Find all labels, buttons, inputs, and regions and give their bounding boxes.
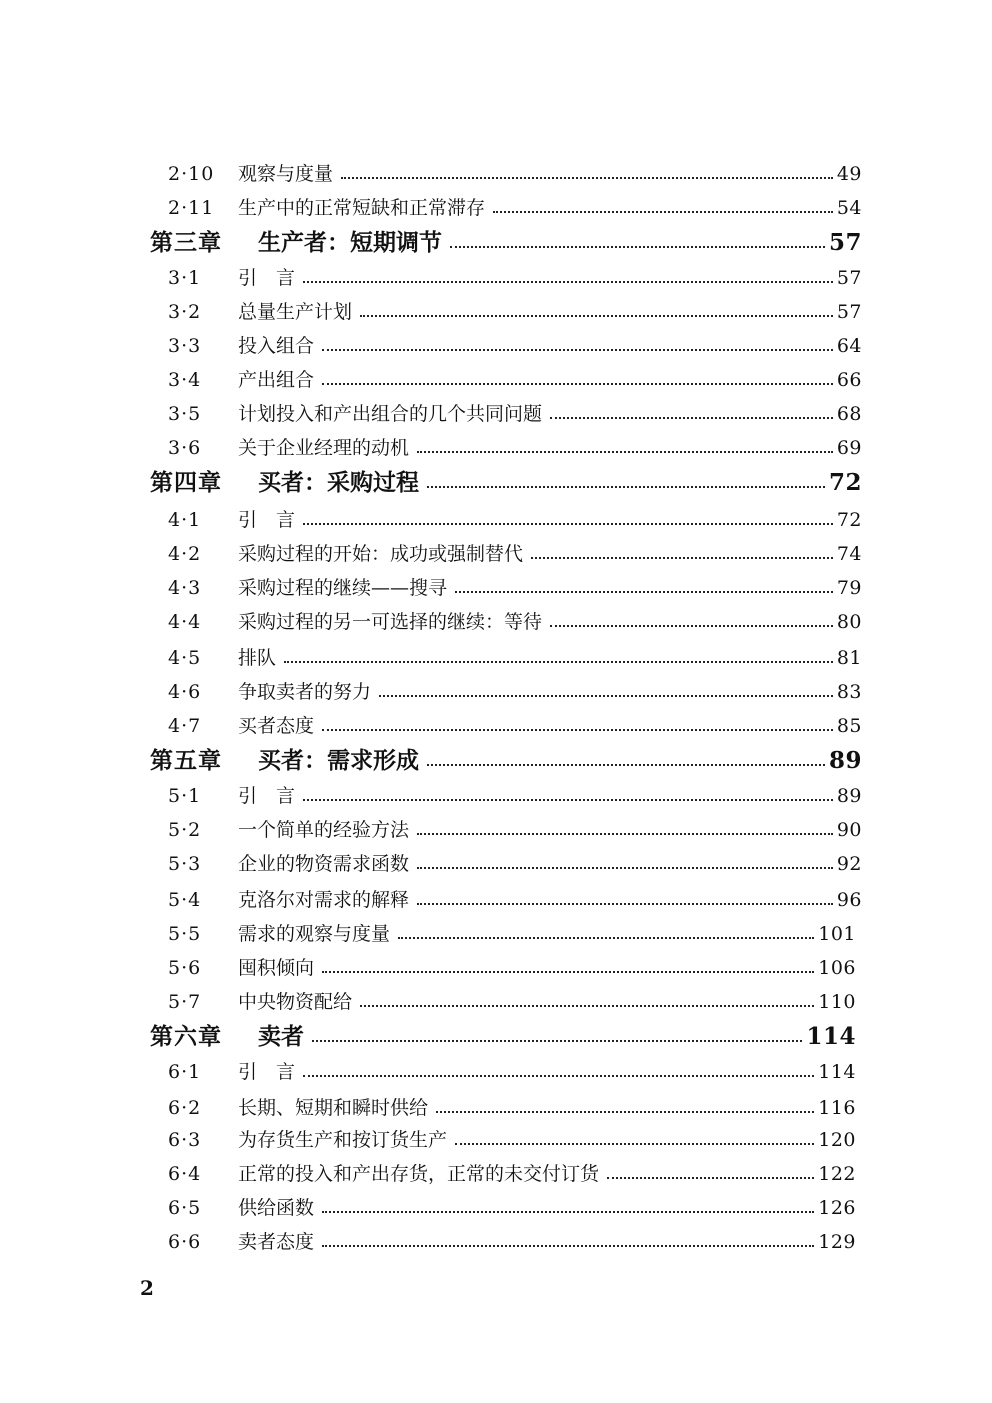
section-title: 囤积倾向: [238, 957, 315, 979]
section-title: 采购过程的另一可选择的继续：等待: [238, 611, 543, 633]
section-number: 3·2: [168, 301, 202, 323]
page-ref: 116: [818, 1097, 856, 1119]
section-entry: [168, 261, 862, 295]
chapter-entry: [150, 465, 862, 501]
page-ref: 101: [818, 923, 856, 945]
dot-leader: [322, 349, 833, 351]
section-entry: [168, 537, 862, 571]
page-ref: 114: [818, 1061, 856, 1083]
dot-leader: [360, 315, 833, 317]
page-ref: 126: [818, 1197, 856, 1219]
section-title: 买者态度: [238, 715, 315, 737]
page-ref: 64: [836, 335, 862, 357]
section-number: 4·5: [168, 647, 202, 669]
section-number: 5·7: [168, 991, 202, 1013]
section-title: 一个简单的经验方法: [238, 819, 410, 841]
chapter-title: 买者：需求形成: [258, 747, 419, 774]
section-entry: [168, 571, 862, 605]
section-title: 企业的物资需求函数: [238, 853, 410, 875]
page-number: 2: [140, 1276, 154, 1300]
dot-leader: [427, 486, 825, 488]
section-title: 卖者态度: [238, 1231, 315, 1253]
dot-leader: [312, 1040, 802, 1042]
chapter-title: 买者：采购过程: [258, 469, 419, 496]
section-number: 5·1: [168, 785, 202, 807]
section-entry: [168, 675, 862, 709]
section-entry: [168, 397, 862, 431]
chapter-entry: [150, 743, 862, 779]
section-number: 4·2: [168, 543, 202, 565]
page-ref: 120: [818, 1129, 856, 1151]
section-entry: [168, 641, 862, 675]
page-ref: 66: [836, 369, 862, 391]
chapter-title: 生产者：短期调节: [258, 229, 442, 256]
page-ref: 49: [836, 163, 862, 185]
section-number: 6·5: [168, 1197, 202, 1219]
section-number: 6·1: [168, 1061, 202, 1083]
dot-leader: [322, 383, 833, 385]
section-entry: [168, 985, 856, 1019]
page-ref: 89: [828, 747, 862, 774]
page-ref: 68: [836, 403, 862, 425]
page-ref: 57: [836, 301, 862, 323]
dot-leader: [455, 1143, 814, 1145]
dot-leader: [531, 557, 833, 559]
page-ref: 85: [836, 715, 862, 737]
section-entry: [168, 1191, 856, 1225]
section-number: 3·1: [168, 267, 202, 289]
page-ref: 79: [836, 577, 862, 599]
dot-leader: [607, 1177, 814, 1179]
page-ref: 74: [836, 543, 862, 565]
section-number: 4·4: [168, 611, 202, 633]
section-entry: [168, 605, 862, 639]
section-number: 4·7: [168, 715, 202, 737]
section-number: 5·5: [168, 923, 202, 945]
section-title: 计划投入和产出组合的几个共同问题: [238, 403, 543, 425]
section-title: 正常的投入和产出存货，正常的未交付订货: [238, 1163, 600, 1185]
section-number: 6·2: [168, 1097, 202, 1119]
section-number: 2·10: [168, 163, 215, 185]
page-ref: 57: [836, 267, 862, 289]
section-number: 4·6: [168, 681, 202, 703]
section-number: 3·4: [168, 369, 202, 391]
section-entry: [168, 157, 862, 191]
section-number: 3·5: [168, 403, 202, 425]
section-entry: [168, 813, 862, 847]
section-number: 5·6: [168, 957, 202, 979]
chapter-number: 第四章: [150, 469, 222, 496]
section-title: 中央物资配给: [238, 991, 353, 1013]
section-entry: [168, 847, 862, 881]
section-entry: [168, 363, 862, 397]
page-ref: 96: [836, 889, 862, 911]
dot-leader: [284, 661, 833, 663]
section-title: 产出组合: [238, 369, 315, 391]
section-number: 4·3: [168, 577, 202, 599]
section-entry: [168, 951, 856, 985]
chapter-number: 第六章: [150, 1023, 222, 1050]
page-ref: 57: [828, 229, 862, 256]
dot-leader: [427, 764, 825, 766]
dot-leader: [436, 1111, 814, 1113]
dot-leader: [341, 177, 833, 179]
section-title: 总量生产计划: [238, 301, 353, 323]
section-title: 为存货生产和按订货生产: [238, 1129, 448, 1151]
page-ref: 83: [836, 681, 862, 703]
section-number: 6·3: [168, 1129, 202, 1151]
dot-leader: [303, 1075, 814, 1077]
page-ref: 54: [836, 197, 862, 219]
chapter-entry: [150, 1019, 856, 1055]
section-number: 3·6: [168, 437, 202, 459]
page-ref: 129: [818, 1231, 856, 1253]
section-title: 关于企业经理的动机: [238, 437, 410, 459]
dot-leader: [360, 1005, 814, 1007]
dot-leader: [417, 903, 833, 905]
dot-leader: [322, 1245, 814, 1247]
dot-leader: [417, 451, 833, 453]
section-number: 3·3: [168, 335, 202, 357]
page-ref: 89: [836, 785, 862, 807]
section-entry: [168, 1091, 856, 1125]
section-title: 克洛尔对需求的解释: [238, 889, 410, 911]
chapter-number: 第三章: [150, 229, 222, 256]
section-number: 2·11: [168, 197, 215, 219]
section-entry: [168, 1157, 856, 1191]
section-title: 引 言: [238, 509, 296, 531]
dot-leader: [493, 211, 833, 213]
section-title: 投入组合: [238, 335, 315, 357]
page-ref: 110: [818, 991, 856, 1013]
section-title: 供给函数: [238, 1197, 315, 1219]
section-entry: [168, 1225, 856, 1259]
section-entry: [168, 329, 862, 363]
dot-leader: [303, 281, 833, 283]
dot-leader: [455, 591, 833, 593]
section-entry: [168, 1055, 856, 1089]
dot-leader: [303, 523, 833, 525]
dot-leader: [450, 246, 825, 248]
chapter-number: 第五章: [150, 747, 222, 774]
dot-leader: [379, 695, 833, 697]
section-number: 6·4: [168, 1163, 202, 1185]
section-title: 排队: [238, 647, 277, 669]
section-entry: [168, 503, 862, 537]
section-title: 争取卖者的努力: [238, 681, 372, 703]
section-number: 4·1: [168, 509, 202, 531]
page-ref: 69: [836, 437, 862, 459]
page-ref: 106: [818, 957, 856, 979]
section-entry: [168, 779, 862, 813]
dot-leader: [322, 1211, 814, 1213]
section-entry: [168, 431, 862, 465]
chapter-entry: [150, 225, 862, 261]
section-number: 5·2: [168, 819, 202, 841]
section-number: 5·4: [168, 889, 202, 911]
page-ref: 72: [828, 469, 862, 496]
section-entry: [168, 295, 862, 329]
section-title: 采购过程的继续——搜寻: [238, 577, 448, 599]
dot-leader: [322, 729, 833, 731]
dot-leader: [398, 937, 814, 939]
dot-leader: [417, 867, 833, 869]
section-title: 生产中的正常短缺和正常滞存: [238, 197, 486, 219]
dot-leader: [550, 417, 833, 419]
section-title: 需求的观察与度量: [238, 923, 391, 945]
dot-leader: [417, 833, 833, 835]
section-title: 引 言: [238, 785, 296, 807]
section-number: 6·6: [168, 1231, 202, 1253]
page-ref: 80: [836, 611, 862, 633]
dot-leader: [550, 625, 833, 627]
section-entry: [168, 917, 856, 951]
section-title: 引 言: [238, 267, 296, 289]
page-ref: 90: [836, 819, 862, 841]
section-entry: [168, 1123, 856, 1157]
page-ref: 92: [836, 853, 862, 875]
dot-leader: [303, 799, 833, 801]
page-ref: 114: [806, 1023, 856, 1050]
section-entry: [168, 883, 862, 917]
section-entry: [168, 191, 862, 225]
section-title: 长期、短期和瞬时供给: [238, 1097, 429, 1119]
dot-leader: [322, 971, 814, 973]
section-title: 观察与度量: [238, 163, 334, 185]
section-title: 引 言: [238, 1061, 296, 1083]
page-ref: 122: [818, 1163, 856, 1185]
page-ref: 72: [836, 509, 862, 531]
chapter-title: 卖者: [258, 1023, 304, 1050]
section-title: 采购过程的开始：成功或强制替代: [238, 543, 524, 565]
page-ref: 81: [836, 647, 862, 669]
section-number: 5·3: [168, 853, 202, 875]
section-entry: [168, 709, 862, 743]
